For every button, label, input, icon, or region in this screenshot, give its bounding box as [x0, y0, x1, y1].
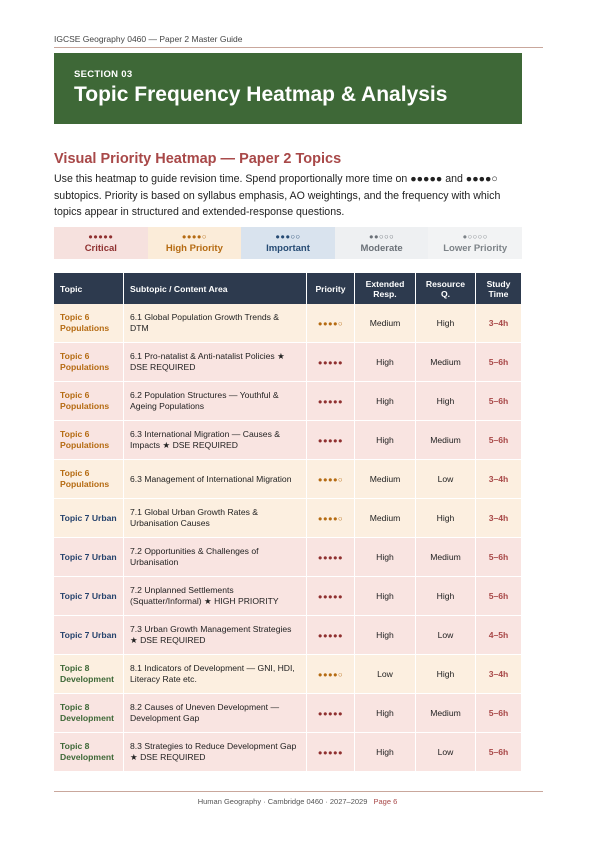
legend-lower-priority: [428, 227, 522, 259]
table-row: [54, 421, 522, 460]
header-topic: Topic: [54, 273, 124, 304]
resource-cell: Low: [416, 733, 476, 772]
resource-cell: Low: [416, 460, 476, 499]
subtopic-cell: 6.1 Global Population Growth Trends & DTM: [124, 304, 307, 343]
topic-cell: Topic 6 Populations: [54, 304, 124, 343]
resource-cell: High: [416, 304, 476, 343]
heatmap-heading: Visual Priority Heatmap — Paper 2 Topics: [54, 151, 342, 167]
subtopic-cell: 7.2 Unplanned Settlements (Squatter/Informal) ★ HIGH PRIORITY: [124, 577, 307, 616]
table-row: [54, 460, 522, 499]
table-row: [54, 499, 522, 538]
subtopic-cell: 6.3 Management of International Migration: [124, 460, 307, 499]
priority-cell: ●●●●●: [307, 616, 355, 655]
extended-cell: Low: [355, 655, 416, 694]
priority-cell: ●●●●○: [307, 499, 355, 538]
heatmap-table: [54, 273, 522, 772]
priority-cell: ●●●●○: [307, 460, 355, 499]
priority-cell: ●●●●●: [307, 421, 355, 460]
extended-cell: High: [355, 421, 416, 460]
topic-cell: Topic 8 Development: [54, 733, 124, 772]
subtopic-cell: 6.2 Population Structures — Youthful & Ageing Populations: [124, 382, 307, 421]
topic-cell: Topic 8 Development: [54, 655, 124, 694]
subtopic-cell: 7.2 Opportunities & Challenges of Urbanisation: [124, 538, 307, 577]
study-time-cell: 5–6h: [476, 421, 522, 460]
resource-cell: Medium: [416, 343, 476, 382]
legend-label: Important: [266, 243, 310, 254]
resource-cell: High: [416, 577, 476, 616]
priority-cell: ●●●●●: [307, 733, 355, 772]
extended-cell: Medium: [355, 304, 416, 343]
section-number: SECTION 03: [74, 69, 133, 80]
topic-cell: Topic 7 Urban: [54, 499, 124, 538]
intro-paragraph: Use this heatmap to guide revision time. Spend proportionally more time on ●●●●● and ●●●●○ subtopics. Priority is based on syllabus emphasis, AO weightings, and the frequency with which topics appear in structured and extended-response questions.: [54, 173, 501, 218]
study-time-cell: 5–6h: [476, 538, 522, 577]
study-time-cell: 4–5h: [476, 616, 522, 655]
study-time-cell: 3–4h: [476, 655, 522, 694]
legend-moderate: [335, 227, 429, 259]
extended-cell: Medium: [355, 499, 416, 538]
legend-dots: ●●○○○: [369, 232, 395, 241]
extended-cell: High: [355, 538, 416, 577]
table-row: [54, 577, 522, 616]
table-row: [54, 343, 522, 382]
study-time-cell: 5–6h: [476, 343, 522, 382]
section-banner: [54, 53, 522, 124]
priority-cell: ●●●●●: [307, 538, 355, 577]
legend-dots: ●●●○○: [275, 232, 301, 241]
header-resource-q: Resource Q.: [416, 273, 476, 304]
topic-cell: Topic 7 Urban: [54, 616, 124, 655]
priority-cell: ●●●●●: [307, 343, 355, 382]
study-time-cell: 3–4h: [476, 460, 522, 499]
subtopic-cell: 8.2 Causes of Uneven Development — Development Gap: [124, 694, 307, 733]
extended-cell: High: [355, 343, 416, 382]
section-title: Topic Frequency Heatmap & Analysis: [74, 83, 448, 106]
topic-cell: Topic 8 Development: [54, 694, 124, 733]
legend-high-priority: [148, 227, 242, 259]
table-row: [54, 304, 522, 343]
topic-cell: Topic 7 Urban: [54, 577, 124, 616]
table-row: [54, 733, 522, 772]
legend-critical: [54, 227, 148, 259]
topic-cell: Topic 7 Urban: [54, 538, 124, 577]
subtopic-cell: 6.3 International Migration — Causes & Impacts ★ DSE REQUIRED: [124, 421, 307, 460]
table-row: [54, 538, 522, 577]
topic-cell: Topic 6 Populations: [54, 382, 124, 421]
subtopic-cell: 7.1 Global Urban Growth Rates & Urbanisation Causes: [124, 499, 307, 538]
study-time-cell: 5–6h: [476, 382, 522, 421]
subtopic-cell: 7.3 Urban Growth Management Strategies ★ DSE REQUIRED: [124, 616, 307, 655]
priority-cell: ●●●●●: [307, 577, 355, 616]
extended-cell: High: [355, 694, 416, 733]
study-time-cell: 3–4h: [476, 304, 522, 343]
legend-label: Lower Priority: [443, 243, 508, 254]
extended-cell: High: [355, 733, 416, 772]
priority-cell: ●●●●○: [307, 655, 355, 694]
table-row: [54, 694, 522, 733]
header-priority: Priority: [307, 273, 355, 304]
table-row: [54, 616, 522, 655]
resource-cell: High: [416, 655, 476, 694]
subtopic-cell: 6.1 Pro-natalist & Anti-natalist Policies ★ DSE REQUIRED: [124, 343, 307, 382]
study-time-cell: 5–6h: [476, 694, 522, 733]
topic-cell: Topic 6 Populations: [54, 343, 124, 382]
footer-text: Human Geography · Cambridge 0460 · 2027–2029: [197, 797, 368, 806]
resource-cell: High: [416, 499, 476, 538]
header-rule: [54, 47, 543, 48]
topic-cell: Topic 6 Populations: [54, 460, 124, 499]
priority-cell: ●●●●●: [307, 382, 355, 421]
priority-cell: ●●●●●: [307, 694, 355, 733]
header-extended-resp: Extended Resp.: [355, 273, 416, 304]
legend-label: Critical: [84, 243, 117, 254]
legend-label: Moderate: [360, 243, 403, 254]
legend-label: High Priority: [165, 243, 223, 254]
page-number: Page 6: [373, 797, 398, 806]
legend-dots: ●●●●○: [181, 232, 207, 241]
study-time-cell: 3–4h: [476, 499, 522, 538]
resource-cell: Medium: [416, 694, 476, 733]
priority-cell: ●●●●○: [307, 304, 355, 343]
footer-rule: [54, 791, 543, 792]
header-subtopic: Subtopic / Content Area: [124, 273, 307, 304]
study-time-cell: 5–6h: [476, 733, 522, 772]
legend-important: [241, 227, 335, 259]
subtopic-cell: 8.1 Indicators of Development — GNI, HDI, Literacy Rate etc.: [124, 655, 307, 694]
priority-legend: [54, 227, 522, 259]
extended-cell: High: [355, 616, 416, 655]
extended-cell: High: [355, 382, 416, 421]
extended-cell: Medium: [355, 460, 416, 499]
page-footer: [0, 797, 595, 806]
resource-cell: Low: [416, 616, 476, 655]
extended-cell: High: [355, 577, 416, 616]
table-row: [54, 655, 522, 694]
subtopic-cell: 8.3 Strategies to Reduce Development Gap ★ DSE REQUIRED: [124, 733, 307, 772]
study-time-cell: 5–6h: [476, 577, 522, 616]
table-row: [54, 382, 522, 421]
legend-dots: ●○○○○: [462, 232, 488, 241]
table-header-row: [54, 273, 522, 304]
header-study-time: Study Time: [476, 273, 522, 304]
resource-cell: Medium: [416, 421, 476, 460]
resource-cell: Medium: [416, 538, 476, 577]
legend-dots: ●●●●●: [88, 232, 114, 241]
running-header: IGCSE Geography 0460 — Paper 2 Master Guide: [54, 34, 243, 44]
topic-cell: Topic 6 Populations: [54, 421, 124, 460]
resource-cell: High: [416, 382, 476, 421]
